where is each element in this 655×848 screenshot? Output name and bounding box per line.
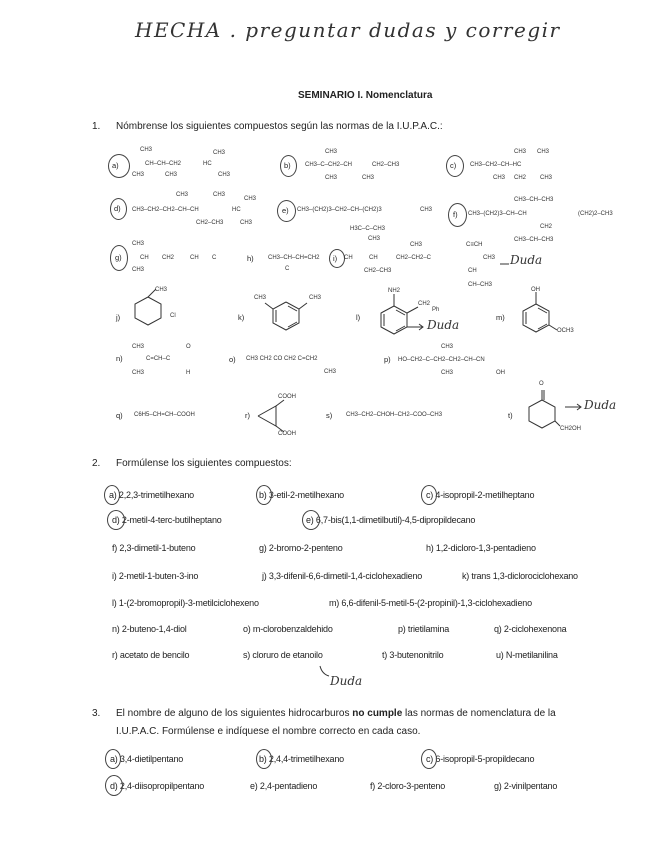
q2-item: a) 2,2,3-trimetilhexano (109, 490, 194, 500)
label-circle (421, 485, 437, 505)
q2-item: r) acetato de bencilo (112, 650, 190, 660)
frag: CH3 (213, 192, 226, 198)
q2-item: j) 3,3-difenil-6,6-dimetil-1,4-ciclohexadieno (262, 571, 423, 581)
q3-text-bold: no cumple (352, 708, 403, 719)
frag: CH3–(CH2)3–CH2–CH–(CH2)3 (297, 207, 382, 213)
frag: O (539, 381, 544, 387)
q3-item: d) 2,4-diisopropilpentano (110, 781, 205, 791)
frag: H (186, 370, 191, 376)
frag: CH3 (244, 196, 257, 202)
q2-item: u) N-metilanilina (496, 650, 558, 660)
q3-prompt-line2: I.U.P.A.C. Formúlense e indíquese el nombre correcto en cada caso. (116, 726, 421, 737)
frag: CH3 (362, 175, 375, 181)
frag: CH3 (218, 172, 231, 178)
frag: C=CH–C (146, 356, 171, 362)
frag: CH2–CH3 (196, 220, 224, 226)
q3-text-after: las normas de nomenclatura de la (402, 708, 556, 719)
frag: CH3 (514, 149, 527, 155)
handwritten-note-t: Duda (584, 398, 617, 412)
frag: CH3 (325, 149, 338, 155)
q1-label-r: r) (245, 411, 250, 420)
frag: CH3 (540, 175, 553, 181)
q1-label-s: s) (326, 411, 333, 420)
frag: CH3–CH2–CHOH–CH2–COO–CH3 (346, 412, 443, 418)
frag: CH (468, 268, 477, 274)
q1-label-q: q) (116, 411, 123, 420)
q2-item: o) m-clorobenzaldehido (243, 624, 333, 634)
label-circle (421, 749, 437, 769)
q1-label-j: j) (116, 313, 121, 322)
frag: CH3 (309, 295, 322, 301)
frag: CH3–CH–CH=CH2 (268, 255, 320, 261)
frag: (CH2)2–CH3 (578, 211, 613, 217)
frag: CH2 (418, 301, 431, 307)
q3-text-before: El nombre de alguno de los siguientes hidrocarburos (116, 708, 353, 719)
frag: CH3 (368, 236, 381, 242)
frag: CH3 (493, 175, 506, 181)
handwritten-note-l: Duda (427, 318, 460, 332)
q3-item: f) 2-cloro-3-penteno (370, 781, 446, 791)
q1-label-n: n) (116, 354, 123, 363)
frag: Cl (170, 313, 176, 319)
q2-item: m) 6,6-difenil-5-metil-5-(2-propinil)-1,3-ciclohexadieno (329, 598, 532, 608)
frag: CH3–CH2–CH2–CH–CH (132, 207, 199, 213)
frag: CH3 (132, 172, 145, 178)
frag: CH (369, 255, 378, 261)
q2-item: f) 2,3-dimetil-1-buteno (112, 543, 196, 553)
q2-item: l) 1-(2-bromopropil)-3-metilciclohexeno (112, 598, 259, 608)
frag: OH (496, 370, 505, 376)
q2-item: h) 1,2-dicloro-1,3-pentadieno (426, 543, 536, 553)
frag: CH3 (132, 267, 145, 273)
label-circle (110, 198, 127, 220)
frag: C≡CH (466, 242, 483, 248)
label-circle (280, 155, 297, 177)
q2-item: p) trietilamina (398, 624, 450, 634)
q1-number: 1. (92, 121, 101, 132)
frag: CH3 (410, 242, 423, 248)
frag: COOH (278, 394, 296, 400)
frag: CH–CH–CH2 (145, 161, 182, 167)
label-circle (256, 485, 272, 505)
q1-label-e: e) (282, 206, 289, 215)
label-circle (105, 749, 121, 769)
frag: COOH (278, 431, 296, 437)
frag: CH3 (441, 344, 454, 350)
q1-label-k: k) (238, 313, 245, 322)
frag: CH (344, 255, 353, 261)
frag: CH2 (540, 224, 553, 230)
benzene-ring (376, 302, 412, 338)
frag: C (212, 255, 217, 261)
frag: CH3 (254, 295, 267, 301)
label-circle (105, 775, 123, 796)
cyclopropane-ring (256, 398, 286, 434)
q2-item: c) 4-isopropil-2-metilheptano (426, 490, 535, 500)
q1-label-l: l) (356, 313, 361, 322)
frag: CH2–CH2–C (396, 255, 432, 261)
frag: O (186, 344, 191, 350)
frag: CH (190, 255, 199, 261)
q1-label-b: b) (284, 161, 291, 170)
q1-label-o: o) (229, 355, 236, 364)
q2-item: g) 2-bromo-2-penteno (259, 543, 343, 553)
q1-prompt: Nómbrense los siguientes compuestos según las normas de la I.U.P.A.C.: (116, 121, 443, 132)
q2-item: s) cloruro de etanoilo (243, 650, 323, 660)
label-circle (448, 203, 467, 227)
frag: CH3 (324, 369, 337, 375)
frag: CH2 (514, 175, 527, 181)
frag: CH3–CH–CH3 (514, 237, 554, 243)
frag: CH–CH3 (468, 282, 493, 288)
frag: CH3 (132, 344, 145, 350)
q2-item: t) 3-butenonitrilo (382, 650, 444, 660)
label-circle (329, 249, 345, 268)
frag: CH3 (325, 175, 338, 181)
frag: CH2–CH3 (364, 268, 392, 274)
frag: CH3 (537, 149, 550, 155)
handwritten-header: HECHA . preguntar dudas y corregir (135, 18, 561, 42)
q1-label-f: f) (453, 210, 458, 219)
q1-label-h: h) (247, 254, 254, 263)
page-title: SEMINARIO I. Nomenclatura (298, 90, 433, 101)
frag: CH3 (483, 255, 496, 261)
label-circle (446, 155, 464, 177)
frag: CH3 (132, 241, 145, 247)
label-circle (108, 154, 130, 178)
frag: HO–CH2–C–CH2–CH2–CH–CN (398, 357, 485, 363)
label-circle (107, 510, 125, 530)
q1-label-p: p) (384, 355, 391, 364)
handwritten-note-i: Duda (510, 253, 543, 267)
frag: C6H5–CH=CH–COOH (134, 412, 195, 418)
label-circle (104, 485, 120, 505)
frag: CH2 (162, 255, 175, 261)
frag: NH2 (388, 288, 401, 294)
frag: CH3 CH2 CO CH2 C=CH2 (246, 356, 318, 362)
q1-label-a: a) (112, 161, 119, 170)
q2-item: k) trans 1,3-diclorociclohexano (462, 571, 578, 581)
q3-item: b) 2,4,4-trimetilhexano (259, 754, 344, 764)
q1-label-t: t) (508, 411, 513, 420)
frag: CH3–C–CH2–CH (305, 162, 353, 168)
q2-item: e) 6,7-bis(1,1-dimetilbutil)-4,5-dipropildecano (306, 515, 476, 525)
frag: CH3 (240, 220, 253, 226)
arrow-icon (565, 402, 583, 412)
frag: CH3–CH2–CH–HC (470, 162, 522, 168)
q3-number: 3. (92, 708, 101, 719)
frag: CH3 (420, 207, 433, 213)
handwritten-note-q2: Duda (330, 674, 363, 688)
frag: CH3–(CH2)3–CH–CH (468, 211, 527, 217)
q3-item: a) 3,4-dietilpentano (110, 754, 184, 764)
q2-prompt: Formúlense los siguientes compuestos: (116, 458, 292, 469)
q1-label-c: c) (450, 161, 457, 170)
q3-item: c) 6-isopropil-5-propildecano (426, 754, 535, 764)
q2-item: d) 2-metil-4-terc-butilheptano (112, 515, 222, 525)
frag: H3C–C–CH3 (350, 226, 386, 232)
label-circle (302, 510, 320, 530)
frag: CH3–CH–CH3 (514, 197, 554, 203)
frag: Ph (432, 307, 440, 313)
q1-label-g: g) (115, 253, 122, 262)
frag: CH3 (176, 192, 189, 198)
q1-label-i: i) (333, 254, 338, 263)
frag: OCH3 (557, 328, 574, 334)
arrow-icon (500, 262, 510, 266)
q2-item: q) 2-ciclohexenona (494, 624, 567, 634)
frag: CH2–CH3 (372, 162, 400, 168)
q2-item: i) 2-metil-1-buten-3-ino (112, 571, 199, 581)
cyclohexanone-ring (524, 396, 560, 432)
frag: CH (140, 255, 149, 261)
label-circle (256, 749, 272, 769)
arrow-icon (318, 664, 330, 680)
frag: OH (531, 287, 540, 293)
frag: C (285, 266, 290, 272)
frag: CH3 (213, 150, 226, 156)
q2-number: 2. (92, 458, 101, 469)
q3-prompt-line1 (116, 708, 556, 719)
q2-item: b) 3-etil-2-metilhexano (259, 490, 344, 500)
cyclohexane-ring (130, 293, 166, 329)
q3-item: g) 2-vinilpentano (494, 781, 558, 791)
frag: HC (203, 161, 212, 167)
label-circle (277, 200, 296, 222)
q3-item: e) 2,4-pentadieno (250, 781, 318, 791)
frag: CH3 (155, 287, 168, 293)
label-circle (110, 245, 128, 271)
frag: CH3 (132, 370, 145, 376)
q1-label-m: m) (496, 313, 505, 322)
benzene-ring (518, 300, 554, 336)
q2-item: n) 2-buteno-1,4-diol (112, 624, 187, 634)
frag: CH3 (140, 147, 153, 153)
frag: CH3 (165, 172, 178, 178)
q1-label-d: d) (114, 204, 121, 213)
frag: CH2OH (560, 426, 582, 432)
benzene-ring (268, 298, 304, 334)
frag: CH3 (441, 370, 454, 376)
frag: HC (232, 207, 241, 213)
